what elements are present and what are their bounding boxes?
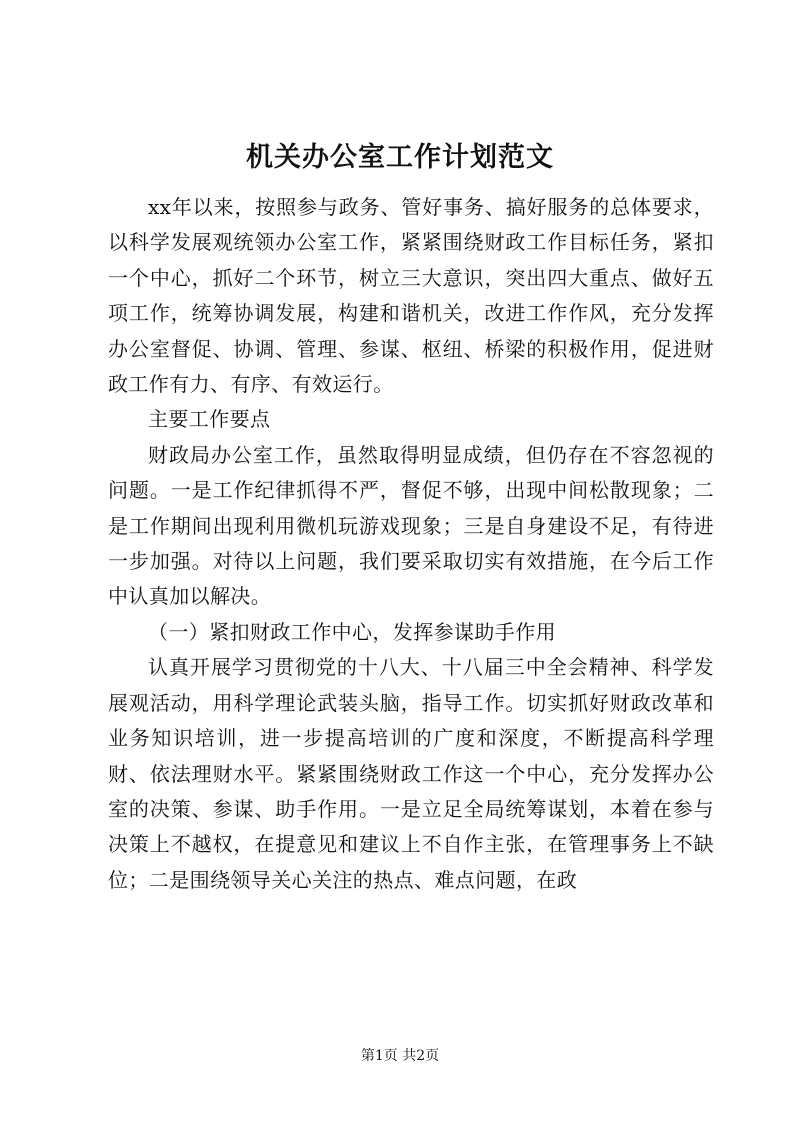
page-footer: 第1页 共2页	[360, 1048, 440, 1064]
document-body	[108, 190, 714, 898]
paragraph-heading-main-points: 主要工作要点	[148, 407, 271, 432]
paragraph-section-heading-1: （一）紧扣财政工作中心，发挥参谋助手作用	[148, 619, 556, 644]
paragraph-section-1-body: 认真开展学习贯彻党的十八大、十八届三中全会精神、科学发展观活动，用科学理论武装头脑，指导工作。切实抓好财政改革和业务知识培训，进一步提高培训的广度和深度，不断提高科学理财、依法理财水平。紧紧围绕财政工作这一个中心，充分发挥办公室的决策、参谋、助手作用。一是立足全局统筹谋划，本着在参与决策上不越权，在提意见和建议上不自作主张，在管理事务上不缺位；二是围绕领导关心关注的热点、难点问题，在政	[108, 655, 714, 892]
document-title: 机关办公室工作计划范文	[246, 142, 554, 173]
paragraph-intro: xx年以来，按照参与政务、管好事务、搞好服务的总体要求，以科学发展观统领办公室工作，紧紧围绕财政工作目标任务，紧扣一个中心，抓好二个环节，树立三大意识，突出四大重点、做好五项工作，统筹协调发展，构建和谐机关，改进工作作风，充分发挥办公室督促、协调、管理、参谋、枢纽、桥梁的积极作用，促进财政工作有力、有序、有效运行。	[108, 195, 714, 397]
paragraph-problems: 财政局办公室工作，虽然取得明显成绩，但仍存在不容忽视的问题。一是工作纪律抓得不严，督促不够，出现中间松散现象；二是工作期间出现利用微机玩游戏现象；三是自身建设不足，有待进一步加强。对待以上问题，我们要采取切实有效措施，在今后工作中认真加以解决。	[108, 442, 714, 609]
